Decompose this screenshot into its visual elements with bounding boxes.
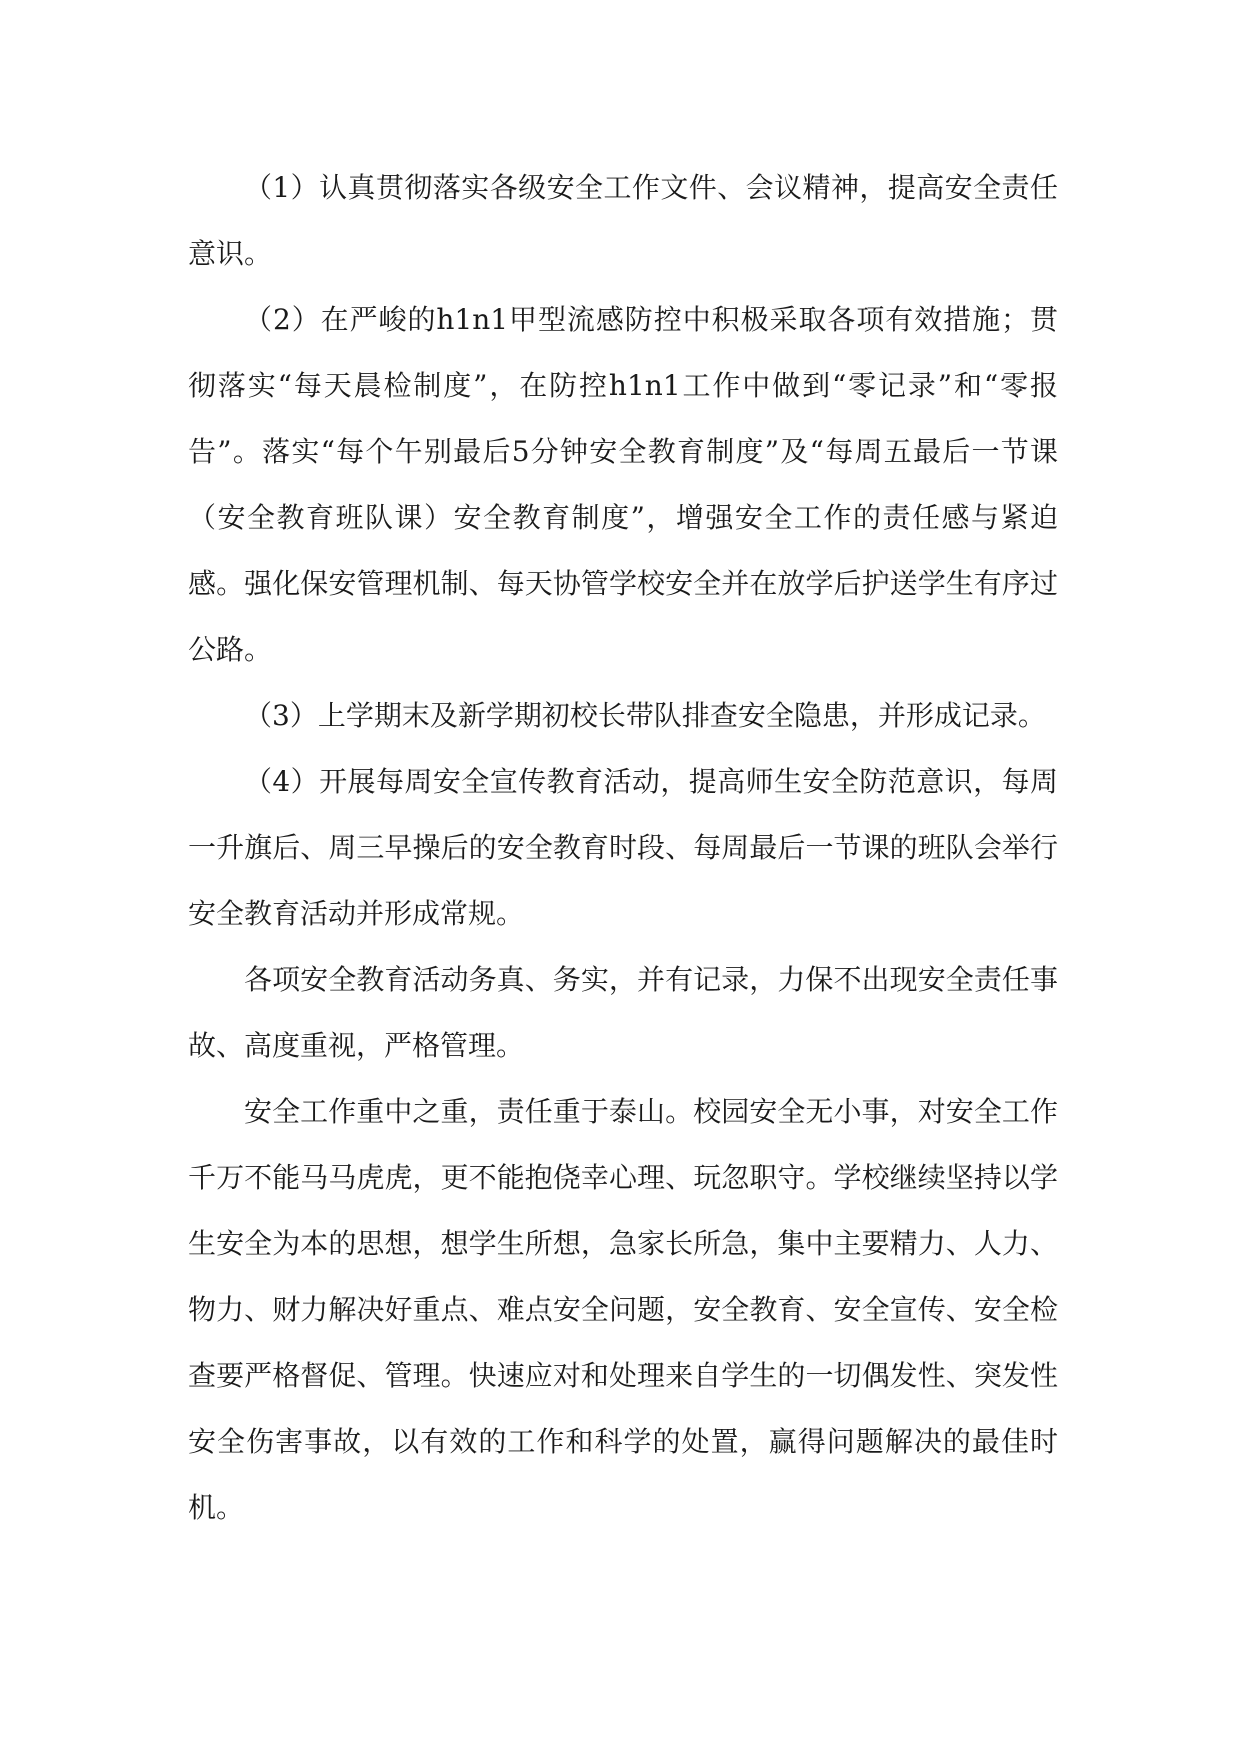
paragraph-summary: 安全工作重中之重，责任重于泰山。校园安全无小事，对安全工作千万不能马马虎虎，更不能抱侥幸心理、玩忽职守。学校继续坚持以学生安全为本的思想，想学生所想，急家长所急，集中主要精力、人力、物力、财力解决好重点、难点安全问题，安全教育、安全宣传、安全检查要严格督促、管理。快速应对和处理来自学生的一切偶发性、突发性安全伤害事故，以有效的工作和科学的处置，赢得问题解决的最佳时机。 <box>188 1095 1058 1524</box>
paragraph-item-1: （1）认真贯彻落实各级安全工作文件、会议精神，提高安全责任意识。 <box>188 171 1058 270</box>
paragraph-records: 各项安全教育活动务真、务实，并有记录，力保不出现安全责任事故、高度重视，严格管理。 <box>188 963 1058 1062</box>
document-page <box>188 155 1058 1541</box>
paragraph-item-4: （4）开展每周安全宣传教育活动，提高师生安全防范意识，每周一升旗后、周三早操后的安全教育时段、每周最后一节课的班队会举行安全教育活动并形成常规。 <box>188 765 1058 930</box>
paragraph-item-3: （3）上学期末及新学期初校长带队排查安全隐患，并形成记录。 <box>244 699 1046 732</box>
paragraph-item-2: （2）在严峻的h1n1甲型流感防控中积极采取各项有效措施；贯彻落实“每天晨检制度”，在防控h1n1工作中做到“零记录”和“零报告”。落实“每个午别最后5分钟安全教育制度”及“每周五最后一节课（安全教育班队课）安全教育制度”，增强安全工作的责任感与紧迫感。强化保安管理机制、每天协管学校安全并在放学后护送学生有序过公路。 <box>188 303 1058 666</box>
